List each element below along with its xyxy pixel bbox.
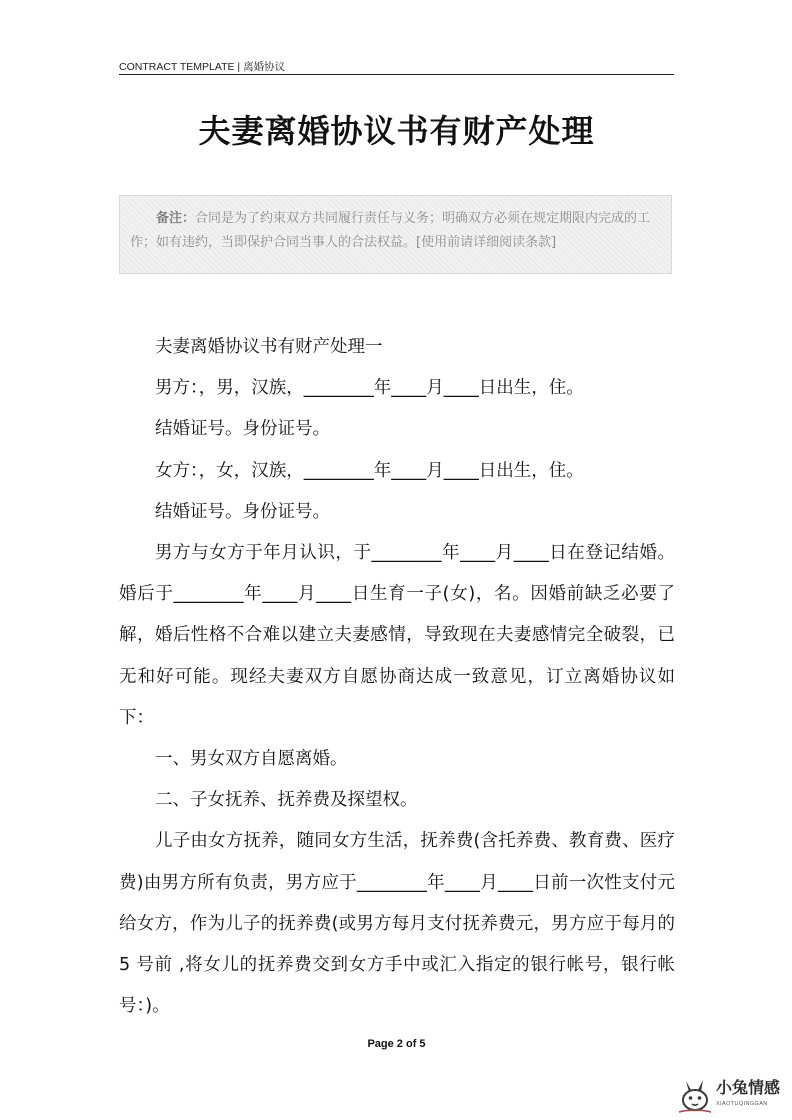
note-box (119, 195, 672, 274)
document-title: 夫妻离婚协议书有财产处理 (198, 112, 595, 150)
paragraph-husband-info: 男方：，男，汉族，________年____月____日出生，住。 (155, 378, 584, 399)
paragraph-husband-ids: 结婚证号。身份证号。 (155, 419, 330, 440)
watermark-logo (676, 1076, 788, 1116)
paragraph-marriage-history: 男方与女方于年月认识，于________年____月____日在登记结婚。婚后于________年____月____日生育一子(女)，名。因婚前缺乏必要了解，婚后性格不合难以建立夫妻感情，导致现在夫妻感情完全破裂，已无和好可能。现经夫妻双方自愿协商达成一致意见，订立离婚协议如下： (119, 543, 675, 728)
note-text: 合同是为了约束双方共同履行责任与义务；明确双方必须在规定期限内完成的工作；如有违约，当即保护合同当事人的合法权益。[使用前请详细阅读条款] (130, 211, 651, 250)
paragraph-child-support: 儿子由女方抚养，随同女方生活，抚养费(含托养费、教育费、医疗费)由男方所有负责，男方应于________年____月____日前一次性支付元给女方，作为儿子的抚养费(或男方每月支付抚养费元，男方应于每月的 5 号前 ,将女儿的抚养费交到女方手中或汇入指定的银行帐号，银行帐号：)。 (119, 831, 675, 1017)
body-text (119, 327, 675, 1027)
rabbit-logo-icon (676, 1078, 714, 1114)
note-label: 备注： (156, 211, 196, 226)
clause-1: 一、男女双方自愿离婚。 (155, 749, 348, 770)
watermark-subtitle: XIAOTUQINGGAN (716, 1101, 768, 1107)
paragraph-wife-ids: 结婚证号。身份证号。 (155, 501, 330, 522)
section-heading: 夫妻离婚协议书有财产处理一 (155, 337, 383, 357)
page-number: Page 2 of 5 (367, 1038, 426, 1050)
running-header: CONTRACT TEMPLATE | 离婚协议 (119, 60, 674, 75)
watermark-name: 小兔情感 (716, 1078, 781, 1097)
paragraph-wife-info: 女方：，女，汉族，________年____月____日出生，住。 (155, 460, 584, 481)
clause-2: 二、子女抚养、抚养费及探望权。 (155, 790, 418, 811)
